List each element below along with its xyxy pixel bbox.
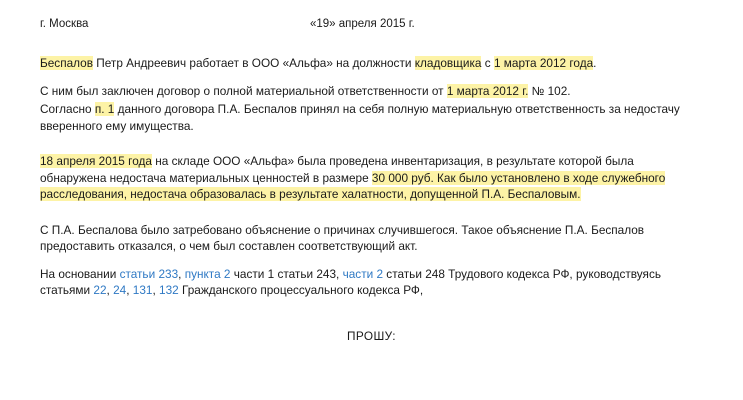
link-part-2[interactable]: части 2	[342, 266, 384, 281]
inventory-date: 18 апреля 2015 года	[40, 154, 152, 168]
header-city: г. Москва	[40, 18, 89, 30]
paragraph-explanation	[40, 222, 703, 255]
inventory-text-1: на складе ООО «Альфа» была проведена инвентаризация, в результате которой была обнаружена недостача материальных ценностей в размере	[40, 154, 634, 185]
inventory-text-2: Как было установлено в ходе служебного расследования, недостача образовалась в результате халатности, допущенной П.А. Беспаловым.	[40, 170, 666, 201]
contract-number: № 102.	[528, 83, 571, 98]
link-article-22[interactable]: 22	[93, 283, 107, 297]
header-date: «19» апреля 2015 г.	[310, 18, 415, 30]
link-article-24[interactable]: 24	[113, 283, 127, 297]
liability-text-2: данного договора П.А. Беспалов принял на себя полную материальную ответственность за недостачу вверенного ему имущества.	[40, 102, 680, 133]
explanation-text: С П.А. Беспалова было затребовано объяснение о причинах случившегося. Такое объяснение П.А. Беспалов предоставить отказался, о чем был составлен соответствующий акт.	[40, 222, 645, 253]
employee-position: кладовщика	[414, 56, 482, 70]
shortage-amount: 30 000 руб.	[371, 170, 434, 185]
link-clause-2[interactable]: пункта 2	[184, 266, 231, 281]
paragraph-contract	[40, 83, 703, 100]
employment-start-date: 1 марта 2012 года	[493, 56, 594, 70]
paragraph-employment	[40, 55, 703, 72]
link-article-233[interactable]: статьи 233	[119, 266, 179, 281]
paragraph-legal-grounds	[40, 266, 703, 299]
liability-clause: п. 1	[94, 102, 115, 116]
grounds-text-1: На основании	[40, 266, 120, 281]
contract-text-1: С ним был заключен договор о полной материальной ответственности от	[40, 83, 447, 98]
paragraph-inventory	[40, 153, 703, 203]
employee-surname: Беспалов	[40, 56, 93, 70]
liability-text-1: Согласно	[40, 102, 95, 116]
employment-text-3: .	[593, 56, 597, 70]
grounds-sep-3: ,	[126, 283, 133, 297]
paragraph-liability	[40, 101, 703, 134]
grounds-sep-1: ,	[178, 266, 185, 281]
grounds-text-3: статьи 248 Трудового кодекса РФ, руководствуясь статьями	[40, 266, 661, 297]
grounds-text-2: части 1 статьи 243,	[230, 266, 343, 281]
paragraph-spacer	[40, 145, 703, 153]
document-body	[40, 55, 703, 299]
grounds-sep-2: ,	[106, 283, 114, 297]
grounds-sep-4: ,	[152, 283, 160, 297]
employment-text-2: с	[481, 56, 494, 70]
link-article-132[interactable]: 132	[159, 283, 179, 297]
contract-date: 1 марта 2012 г.	[446, 83, 529, 98]
paragraph-spacer-2	[40, 214, 703, 222]
document-header	[40, 18, 703, 30]
link-article-131[interactable]: 131	[132, 283, 153, 297]
employment-text-1: Петр Андреевич работает в ООО «Альфа» на должности	[93, 56, 415, 70]
request-label: ПРОШУ:	[347, 328, 396, 343]
grounds-text-4: Гражданского процессуального кодекса РФ,	[178, 283, 424, 297]
